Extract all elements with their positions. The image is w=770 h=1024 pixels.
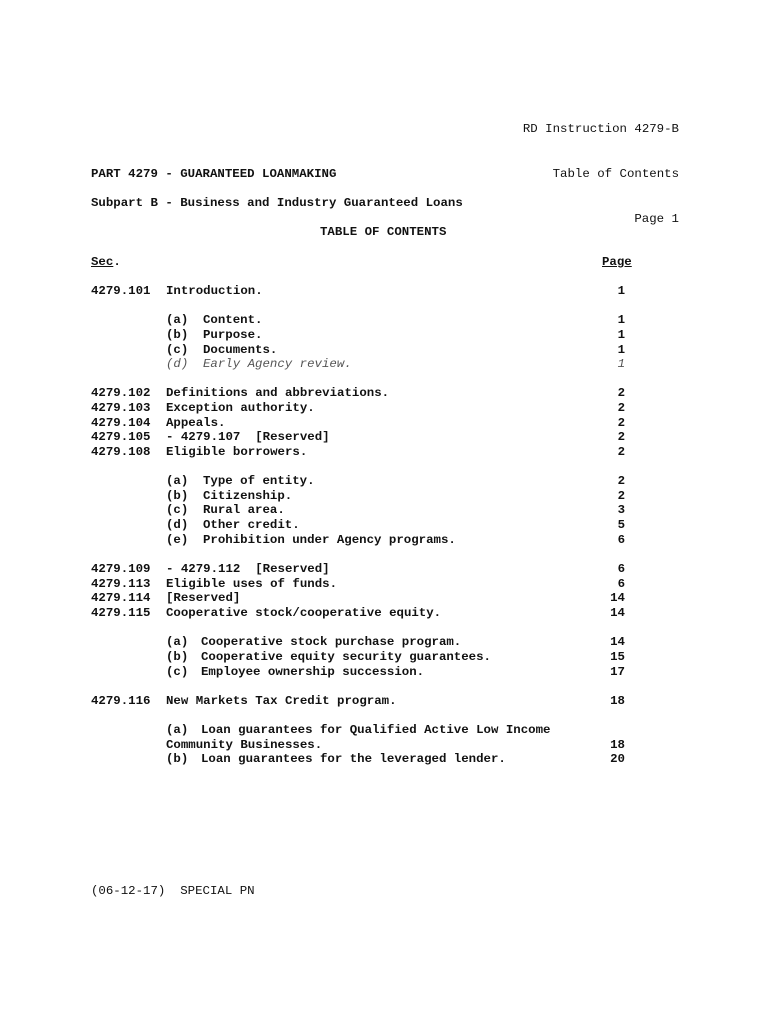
document-header [523, 92, 679, 242]
toc-row [0, 430, 770, 445]
toc-row [0, 694, 770, 709]
page-ref: 6 [617, 533, 625, 547]
toc-subrow [0, 328, 770, 343]
page-ref: 14 [610, 606, 625, 620]
page-ref: 1 [617, 313, 625, 327]
section-title: Exception authority. [166, 401, 315, 415]
subsection-title: Rural area. [203, 503, 285, 517]
subsection-letter: (d) [166, 357, 189, 371]
page-ref: 2 [617, 401, 625, 415]
subsection-title: Citizenship. [203, 489, 293, 503]
section-title: [Reserved] [166, 591, 241, 605]
page-ref: 1 [617, 284, 625, 298]
section-number: 4279.105 [91, 430, 151, 444]
toc-row [0, 416, 770, 431]
toc-subrow [0, 723, 770, 738]
instruction-number: RD Instruction 4279-B [522, 122, 679, 136]
toc-subrow [0, 489, 770, 504]
subsection-title: Loan guarantees for Qualified Active Low Income [201, 723, 551, 737]
page-ref: 1 [617, 343, 625, 357]
subsection-title: Cooperative equity security guarantees. [201, 650, 491, 664]
toc-subrow [0, 518, 770, 533]
section-title: Introduction. [166, 284, 263, 298]
page-ref: 1 [617, 328, 625, 342]
page-column-heading: Page [602, 255, 632, 269]
toc-subrow [0, 343, 770, 358]
subsection-letter: (c) [166, 665, 189, 679]
toc-subrow [0, 650, 770, 665]
section-title: Appeals. [166, 416, 226, 430]
document-footer: (06-12-17) SPECIAL PN [91, 884, 255, 898]
page-ref: 5 [617, 518, 625, 532]
section-number: 4279.113 [91, 577, 151, 591]
section-number: 4279.104 [91, 416, 151, 430]
sec-column-label: Sec [91, 255, 114, 269]
toc-subrow [0, 313, 770, 328]
section-title: New Markets Tax Credit program. [166, 694, 397, 708]
subsection-title: Other credit. [203, 518, 300, 532]
toc-row [0, 562, 770, 577]
subsection-title: Content. [203, 313, 263, 327]
subsection-title: Employee ownership succession. [201, 665, 425, 679]
toc-subrow-continuation [0, 738, 770, 753]
page-ref: 2 [617, 386, 625, 400]
page-ref: 6 [617, 577, 625, 591]
toc-row [0, 591, 770, 606]
toc-heading: TABLE OF CONTENTS [320, 225, 447, 239]
section-number: 4279.102 [91, 386, 151, 400]
toc-subrow [0, 752, 770, 767]
toc-row [0, 445, 770, 460]
page-ref: 2 [617, 489, 625, 503]
sec-column-heading [91, 255, 121, 270]
section-number: 4279.114 [91, 591, 151, 605]
subsection-title-continued: Community Businesses. [166, 738, 323, 752]
section-number: 4279.116 [91, 694, 151, 708]
toc-row [0, 606, 770, 621]
subpart-title: Subpart B - Business and Industry Guaranteed Loans [91, 196, 463, 210]
subsection-letter: (b) [166, 489, 189, 503]
section-number: 4279.115 [91, 606, 151, 620]
section-title: - 4279.112 [Reserved] [166, 562, 330, 576]
toc-row [0, 577, 770, 592]
section-title: Eligible borrowers. [166, 445, 308, 459]
section-title: Definitions and abbreviations. [166, 386, 390, 400]
part-title: PART 4279 - GUARANTEED LOANMAKING [91, 167, 337, 181]
toc-row [0, 386, 770, 401]
toc-subrow [0, 357, 770, 372]
subsection-title: Cooperative stock purchase program. [201, 635, 462, 649]
page-ref: 20 [610, 752, 625, 766]
subsection-letter: (c) [166, 343, 189, 357]
subsection-letter: (b) [166, 752, 189, 766]
page-ref: 18 [610, 738, 625, 752]
page-ref: 15 [610, 650, 625, 664]
toc-subrow [0, 503, 770, 518]
section-number: 4279.103 [91, 401, 151, 415]
page-ref: 2 [617, 445, 625, 459]
subsection-title: Documents. [203, 343, 278, 357]
subsection-title: Loan guarantees for the leveraged lender. [201, 752, 506, 766]
page-number: Page 1 [634, 212, 679, 226]
page-ref: 18 [610, 694, 625, 708]
subsection-letter: (a) [166, 723, 189, 737]
sec-column-dot: . [113, 255, 121, 269]
section-title: Cooperative stock/cooperative equity. [166, 606, 442, 620]
subsection-letter: (e) [166, 533, 189, 547]
subsection-title: Type of entity. [203, 474, 315, 488]
subsection-letter: (a) [166, 635, 189, 649]
subsection-letter: (a) [166, 313, 189, 327]
section-title: Eligible uses of funds. [166, 577, 338, 591]
page-ref: 6 [617, 562, 625, 576]
subsection-letter: (a) [166, 474, 189, 488]
section-number: 4279.108 [91, 445, 151, 459]
page-ref: 2 [617, 416, 625, 430]
toc-subrow [0, 665, 770, 680]
page-ref: 17 [610, 665, 625, 679]
toc-subrow [0, 635, 770, 650]
subsection-title: Early Agency review. [203, 357, 352, 371]
header-subtitle: Table of Contents [552, 167, 679, 181]
subsection-letter: (b) [166, 650, 189, 664]
subsection-letter: (d) [166, 518, 189, 532]
toc-subrow [0, 474, 770, 489]
page-ref: 2 [617, 430, 625, 444]
section-number: 4279.101 [91, 284, 151, 298]
toc-row [0, 284, 770, 299]
toc-row [0, 401, 770, 416]
subsection-title: Purpose. [203, 328, 263, 342]
page-ref: 3 [617, 503, 625, 517]
subsection-letter: (b) [166, 328, 189, 342]
page-ref: 1 [617, 357, 625, 371]
section-title: - 4279.107 [Reserved] [166, 430, 330, 444]
page-ref: 14 [610, 635, 625, 649]
page-ref: 2 [617, 474, 625, 488]
subsection-title: Prohibition under Agency programs. [203, 533, 456, 547]
section-number: 4279.109 [91, 562, 151, 576]
toc-subrow [0, 533, 770, 548]
subsection-letter: (c) [166, 503, 189, 517]
page-ref: 14 [610, 591, 625, 605]
